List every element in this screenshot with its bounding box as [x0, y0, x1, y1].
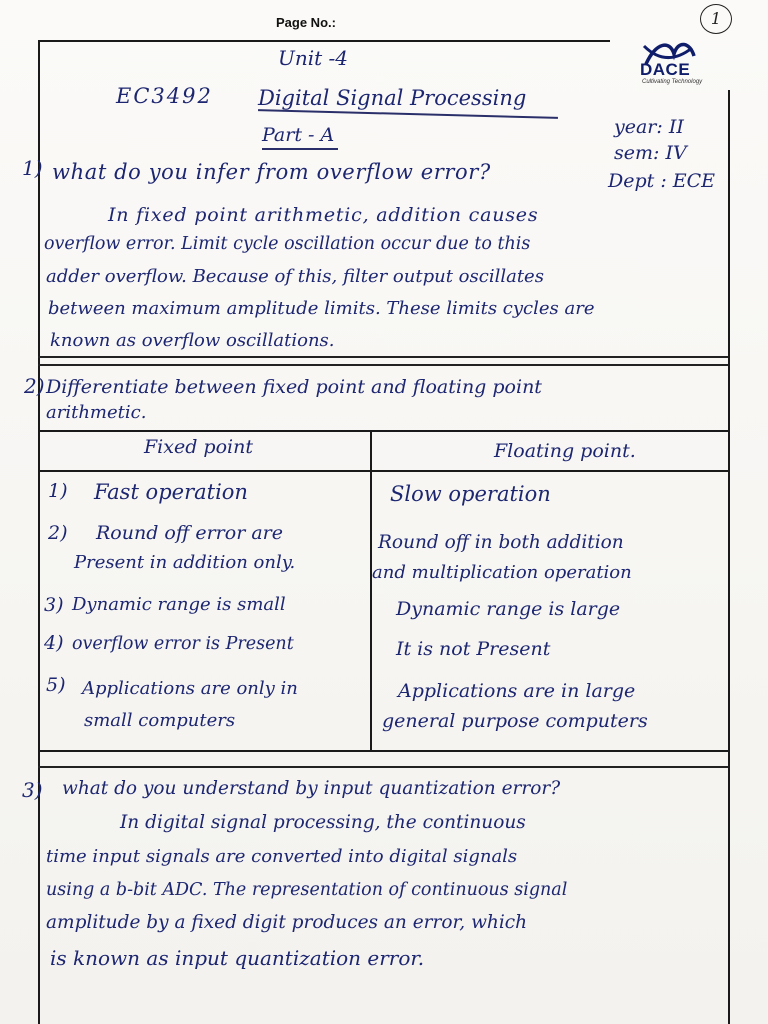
q2-question: Differentiate between fixed point and floating point	[46, 376, 542, 398]
q3-number: 3)	[22, 778, 43, 802]
q1-answer-line: between maximum amplitude limits. These limits cycles are	[48, 298, 595, 319]
part-underline	[262, 148, 338, 150]
fixed-point-cell: Present in addition only.	[74, 552, 296, 573]
floating-point-cell: Round off in both addition	[378, 532, 624, 553]
q3-answer-line: is known as input quantization error.	[50, 946, 425, 970]
course-code: EC3492	[116, 84, 213, 108]
table-header-divider	[38, 470, 728, 472]
q2-question: arithmetic.	[46, 402, 147, 423]
year-label: year: II	[614, 116, 684, 138]
table-row-number: 1)	[48, 480, 68, 502]
logo-tagline: Cultivating Technology	[642, 79, 703, 85]
fixed-point-cell: small computers	[84, 710, 236, 731]
q1-question: what do you infer from overflow error?	[52, 160, 491, 184]
floating-point-cell: Dynamic range is large	[396, 598, 621, 620]
column-header-floating: Floating point.	[494, 440, 636, 462]
fixed-point-cell: Fast operation	[94, 480, 248, 504]
section-divider	[38, 766, 728, 768]
floating-point-cell: Slow operation	[390, 482, 551, 506]
unit-title: Unit -4	[278, 46, 349, 70]
fixed-point-cell: Applications are only in	[82, 678, 298, 699]
fixed-point-cell: overflow error is Present	[72, 634, 294, 654]
q1-answer-line: known as overflow oscillations.	[50, 330, 335, 351]
page-border-top	[38, 40, 610, 42]
q1-answer-line: In fixed point arithmetic, addition causes	[108, 204, 539, 226]
table-top-border	[38, 430, 728, 432]
floating-point-cell: It is not Present	[396, 638, 551, 660]
table-row-number: 3)	[44, 594, 64, 616]
column-header-fixed: Fixed point	[144, 436, 253, 458]
q3-answer-line: amplitude by a fixed digit produces an error, which	[46, 912, 528, 933]
q3-answer-line: In digital signal processing, the continuous	[120, 812, 526, 833]
q2-number: 2)	[24, 374, 45, 398]
logo-text: DACE	[640, 60, 691, 79]
dept-label: Dept : ECE	[608, 170, 716, 192]
floating-point-cell: general purpose computers	[382, 710, 648, 732]
table-column-divider	[370, 430, 372, 750]
fixed-point-cell: Round off error are	[96, 522, 283, 544]
page-number: 1	[700, 4, 732, 34]
page-border-right	[728, 90, 730, 1024]
section-divider	[38, 364, 728, 366]
floating-point-cell: and multiplication operation	[372, 562, 632, 583]
q3-question: what do you understand by input quantization error?	[62, 778, 561, 799]
table-bottom-border	[38, 750, 728, 752]
q1-answer-line: overflow error. Limit cycle oscillation occur due to this	[44, 234, 531, 254]
q3-answer-line: using a b-bit ADC. The representation of continuous signal	[46, 880, 568, 900]
q1-number: 1)	[22, 156, 43, 180]
course-name: Digital Signal Processing	[258, 86, 527, 110]
q3-answer-line: time input signals are converted into digital signals	[46, 846, 518, 867]
sem-label: sem: IV	[614, 142, 687, 164]
table-row-number: 2)	[48, 522, 68, 544]
section-divider	[38, 356, 728, 358]
page-border-left	[38, 40, 40, 1024]
part-label: Part - A	[262, 124, 335, 146]
fixed-point-cell: Dynamic range is small	[72, 594, 286, 615]
table-row-number: 4)	[44, 632, 64, 654]
page-number-label: Page No.:	[276, 15, 336, 30]
floating-point-cell: Applications are in large	[398, 680, 636, 702]
college-logo	[628, 38, 728, 90]
table-row-number: 5)	[46, 674, 66, 696]
q1-answer-line: adder overflow. Because of this, filter output oscillates	[46, 266, 544, 287]
course-name-underline	[258, 109, 558, 118]
